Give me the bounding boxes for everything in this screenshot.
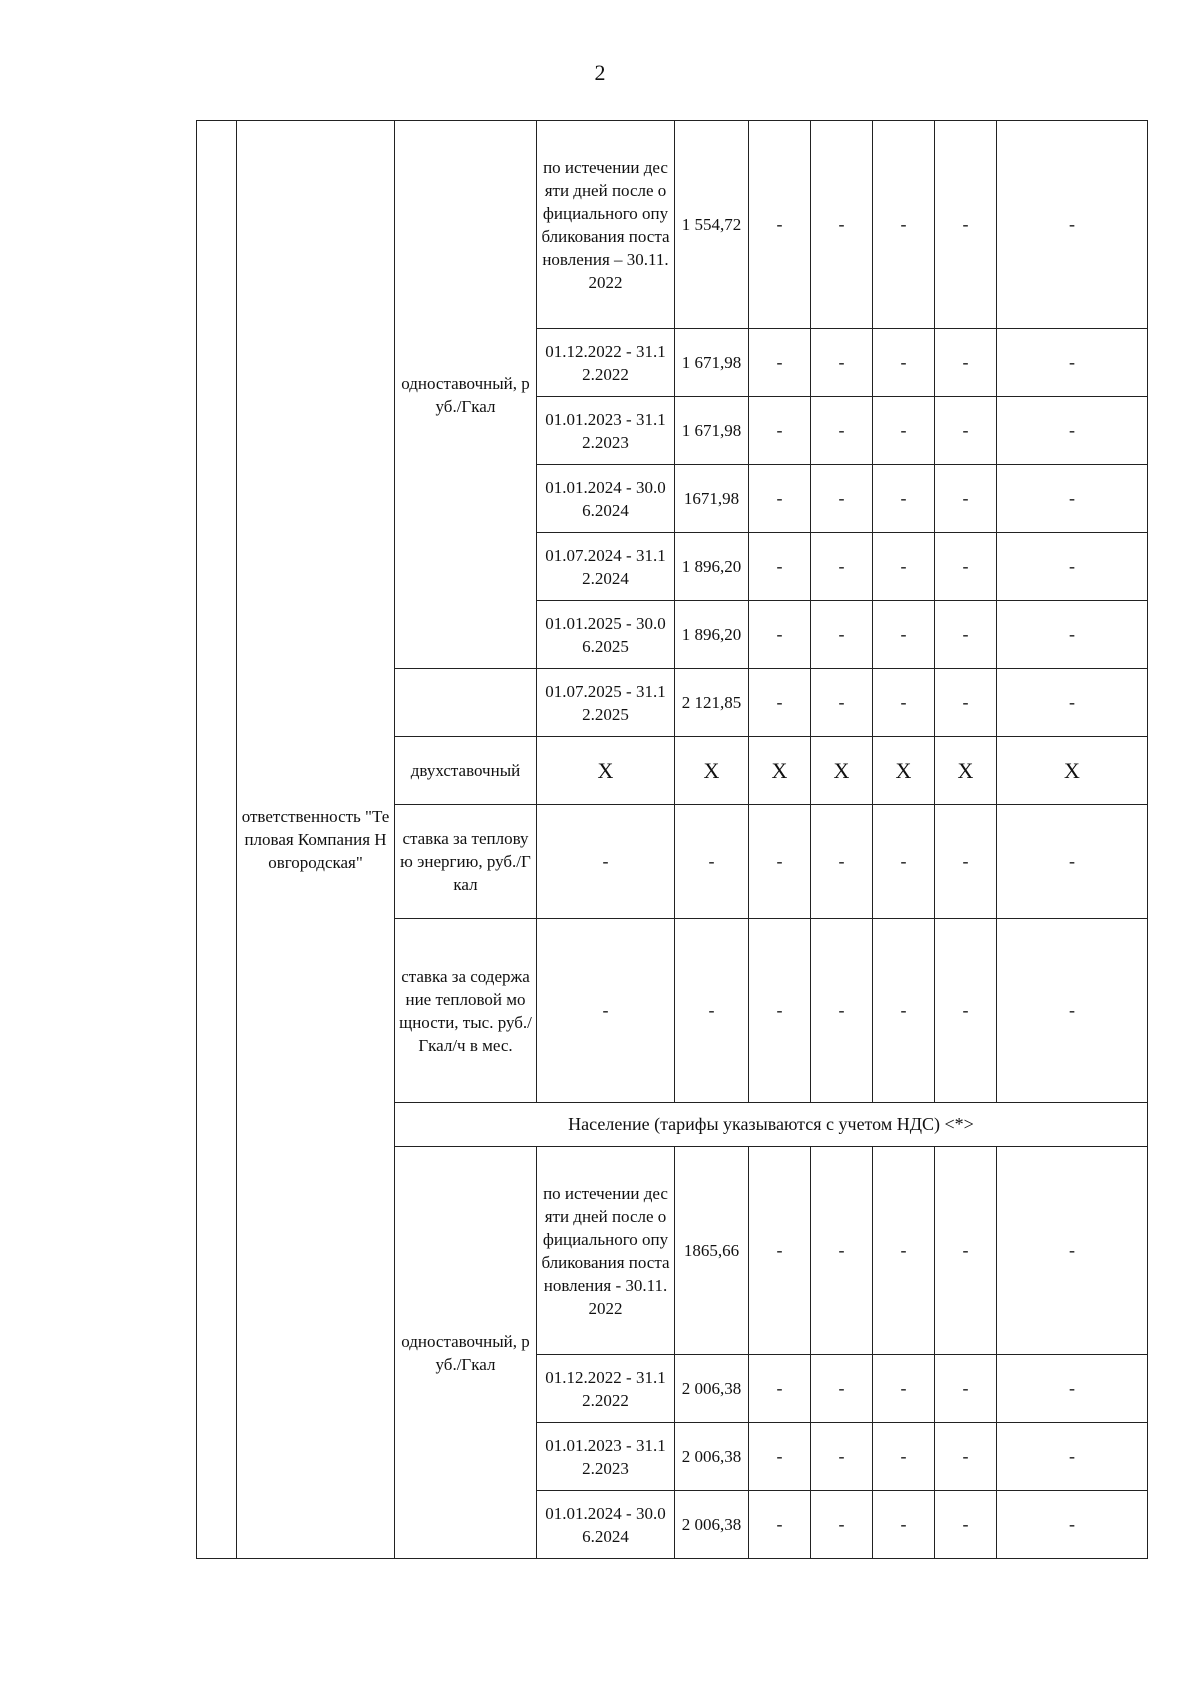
period-cell: 01.01.2024 - 30.06.2024 [537,1491,675,1559]
empty-cell: - [811,1355,873,1423]
empty-cell: - [811,919,873,1103]
empty-cell: - [749,397,811,465]
x-mark: Х [537,737,675,805]
empty-cell: - [997,669,1148,737]
empty-cell: - [873,1147,935,1355]
empty-cell: - [749,533,811,601]
page-number: 2 [594,60,606,85]
table-row [197,121,1148,329]
tariff-value: 1 554,72 [675,121,749,329]
empty-cell: - [997,601,1148,669]
empty-cell: - [811,329,873,397]
x-mark: Х [935,737,997,805]
empty-cell: - [749,1423,811,1491]
empty-cell: - [749,805,811,919]
empty-cell: - [935,919,997,1103]
empty-cell: - [749,601,811,669]
population-section-header: Население (тарифы указываются с учетом НДС) <*> [395,1103,1148,1147]
empty-cell: - [873,601,935,669]
tariff-value: 1865,66 [675,1147,749,1355]
tariff-table [196,120,1148,1559]
tariff-value: 2 121,85 [675,669,749,737]
empty-cell: - [935,533,997,601]
x-mark: Х [873,737,935,805]
period-cell: 01.07.2024 - 31.12.2024 [537,533,675,601]
x-mark: Х [997,737,1148,805]
row-number-cell [197,121,237,1559]
tariff-value: 2 006,38 [675,1423,749,1491]
empty-cell: - [873,329,935,397]
empty-type-cell [395,669,537,737]
empty-cell: - [873,465,935,533]
empty-cell: - [873,669,935,737]
energy-rate-label: ставка за тепловую энергию, руб./Гкал [395,805,537,919]
empty-cell: - [675,805,749,919]
tariff-value: 2 006,38 [675,1491,749,1559]
capacity-rate-label: ставка за содержание тепловой мощности, тыс. руб./Гкал/ч в мес. [395,919,537,1103]
tariff-value: 1 671,98 [675,329,749,397]
empty-cell: - [749,465,811,533]
tariff-value: 1671,98 [675,465,749,533]
empty-cell: - [749,329,811,397]
empty-cell: - [997,805,1148,919]
empty-cell: - [935,1491,997,1559]
x-mark: Х [811,737,873,805]
tariff-type-one-rate: одноставочный, руб./Гкал [395,121,537,669]
empty-cell: - [811,1491,873,1559]
empty-cell: - [935,1355,997,1423]
empty-cell: - [749,1491,811,1559]
period-cell: 01.12.2022 - 31.12.2022 [537,329,675,397]
empty-cell: - [811,1423,873,1491]
empty-cell: - [537,805,675,919]
empty-cell: - [537,919,675,1103]
empty-cell: - [935,601,997,669]
empty-cell: - [935,121,997,329]
period-cell: 01.01.2025 - 30.06.2025 [537,601,675,669]
period-cell: 01.01.2023 - 31.12.2023 [537,1423,675,1491]
period-cell: по истечении десяти дней после официального опубликования постановления - 30.11.2022 [537,1147,675,1355]
empty-cell: - [997,1355,1148,1423]
empty-cell: - [935,1147,997,1355]
tariff-value: 1 896,20 [675,533,749,601]
organization-name: ответственность "Тепловая Компания Новгородская" [237,121,395,1559]
empty-cell: - [873,121,935,329]
empty-cell: - [935,465,997,533]
empty-cell: - [935,329,997,397]
tariff-value: 2 006,38 [675,1355,749,1423]
empty-cell: - [935,397,997,465]
empty-cell: - [873,1355,935,1423]
empty-cell: - [935,669,997,737]
period-cell: 01.07.2025 - 31.12.2025 [537,669,675,737]
empty-cell: - [997,329,1148,397]
empty-cell: - [997,121,1148,329]
tariff-value: 1 671,98 [675,397,749,465]
empty-cell: - [935,1423,997,1491]
x-mark: Х [749,737,811,805]
empty-cell: - [749,121,811,329]
empty-cell: - [997,919,1148,1103]
empty-cell: - [997,533,1148,601]
tariff-type-two-rate: двухставочный [395,737,537,805]
empty-cell: - [811,669,873,737]
empty-cell: - [811,121,873,329]
x-mark: Х [675,737,749,805]
empty-cell: - [811,805,873,919]
empty-cell: - [997,1423,1148,1491]
tariff-type-one-rate: одноставочный, руб./Гкал [395,1147,537,1559]
empty-cell: - [749,1147,811,1355]
empty-cell: - [811,1147,873,1355]
empty-cell: - [873,919,935,1103]
empty-cell: - [749,1355,811,1423]
empty-cell: - [873,805,935,919]
empty-cell: - [749,919,811,1103]
empty-cell: - [873,533,935,601]
period-cell: по истечении десяти дней после официального опубликования постановления – 30.11.2022 [537,121,675,329]
period-cell: 01.12.2022 - 31.12.2022 [537,1355,675,1423]
empty-cell: - [997,1147,1148,1355]
empty-cell: - [935,805,997,919]
empty-cell: - [811,465,873,533]
empty-cell: - [873,397,935,465]
empty-cell: - [997,465,1148,533]
empty-cell: - [811,601,873,669]
empty-cell: - [873,1423,935,1491]
empty-cell: - [675,919,749,1103]
empty-cell: - [997,397,1148,465]
empty-cell: - [811,397,873,465]
tariff-value: 1 896,20 [675,601,749,669]
empty-cell: - [749,669,811,737]
empty-cell: - [811,533,873,601]
empty-cell: - [997,1491,1148,1559]
empty-cell: - [873,1491,935,1559]
period-cell: 01.01.2023 - 31.12.2023 [537,397,675,465]
period-cell: 01.01.2024 - 30.06.2024 [537,465,675,533]
